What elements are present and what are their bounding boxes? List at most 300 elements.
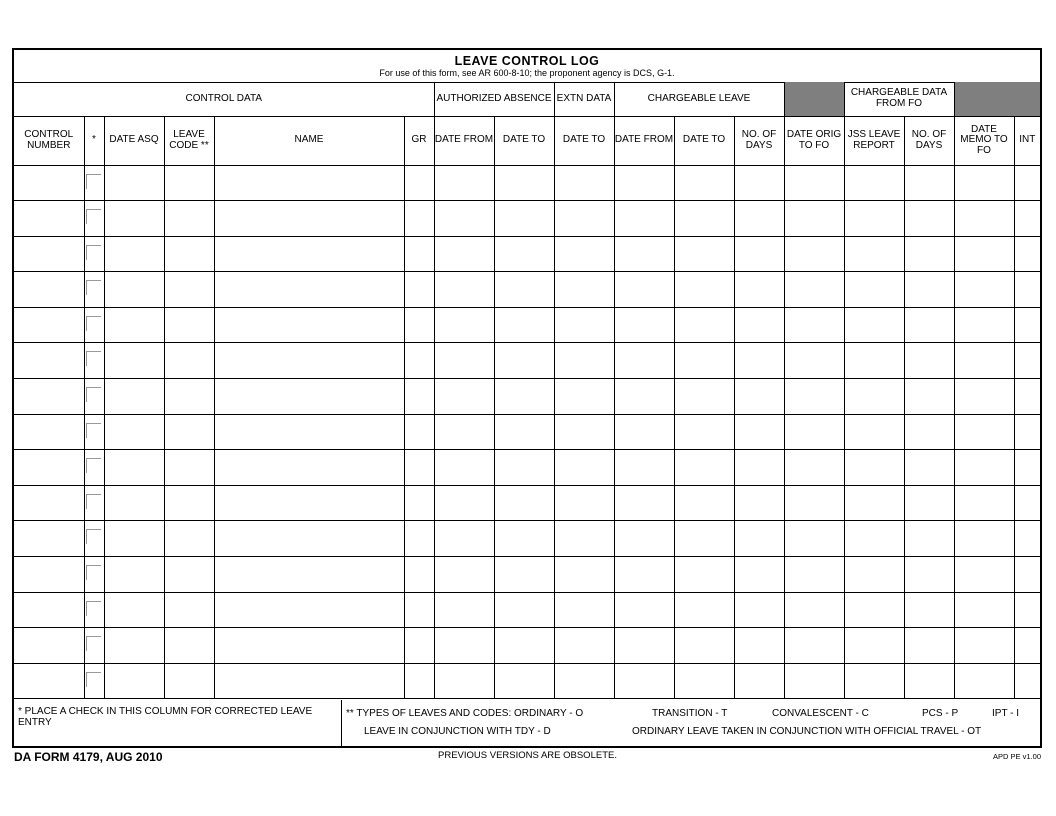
cell-charge-no-of-days[interactable] — [734, 521, 784, 557]
cell-charge-no-of-days[interactable] — [734, 379, 784, 415]
cell-auth-date-to[interactable] — [494, 628, 554, 664]
cell-auth-date-from[interactable] — [434, 663, 494, 699]
cell-date-orig-to-fo[interactable] — [784, 236, 844, 272]
cell-auth-date-from[interactable] — [434, 592, 494, 628]
cell-leave-code[interactable] — [164, 236, 214, 272]
log-entries — [14, 165, 1040, 699]
cell-control-number[interactable] — [14, 236, 84, 272]
cell-date-memo-to-fo[interactable] — [954, 165, 1014, 201]
cell-date-orig-to-fo[interactable] — [784, 343, 844, 379]
cell-charge-date-to[interactable] — [674, 450, 734, 486]
cell-gr[interactable] — [404, 343, 434, 379]
col-date-memo-to-fo: DATE MEMO TO FO — [954, 116, 1014, 165]
cell-charge-date-to[interactable] — [674, 307, 734, 343]
cell-date-memo-to-fo[interactable] — [954, 379, 1014, 415]
cell-auth-date-from[interactable] — [434, 272, 494, 308]
cell-leave-code[interactable] — [164, 450, 214, 486]
cell-jss-leave-report[interactable] — [844, 628, 904, 664]
cell-date-memo-to-fo[interactable] — [954, 521, 1014, 557]
cell-date-orig-to-fo[interactable] — [784, 521, 844, 557]
cell-gr[interactable] — [404, 557, 434, 593]
cell-extn-date-to[interactable] — [554, 414, 614, 450]
cell-charge-date-to[interactable] — [674, 521, 734, 557]
cell-fo-no-of-days[interactable] — [904, 414, 954, 450]
cell-name[interactable] — [214, 236, 404, 272]
correction-checkbox[interactable] — [86, 387, 101, 402]
cell-date-orig-to-fo[interactable] — [784, 272, 844, 308]
cell-fo-no-of-days[interactable] — [904, 557, 954, 593]
cell-date-memo-to-fo[interactable] — [954, 628, 1014, 664]
cell-auth-date-from[interactable] — [434, 557, 494, 593]
correction-checkbox[interactable] — [86, 529, 101, 544]
cell-check[interactable] — [84, 379, 104, 415]
cell-jss-leave-report[interactable] — [844, 521, 904, 557]
cell-charge-date-to[interactable] — [674, 414, 734, 450]
cell-charge-no-of-days[interactable] — [734, 557, 784, 593]
cell-date-asq[interactable] — [104, 592, 164, 628]
cell-auth-date-from[interactable] — [434, 236, 494, 272]
cell-charge-no-of-days[interactable] — [734, 307, 784, 343]
cell-auth-date-to[interactable] — [494, 343, 554, 379]
cell-name[interactable] — [214, 272, 404, 308]
cell-int[interactable] — [1014, 236, 1040, 272]
cell-charge-date-from[interactable] — [614, 628, 674, 664]
col-int: INT — [1014, 116, 1040, 165]
cell-date-asq[interactable] — [104, 414, 164, 450]
cell-check[interactable] — [84, 485, 104, 521]
cell-gr[interactable] — [404, 521, 434, 557]
cell-charge-date-from[interactable] — [614, 165, 674, 201]
cell-int[interactable] — [1014, 521, 1040, 557]
correction-checkbox[interactable] — [86, 423, 101, 438]
cell-gr[interactable] — [404, 485, 434, 521]
cell-name[interactable] — [214, 521, 404, 557]
cell-auth-date-from[interactable] — [434, 379, 494, 415]
cell-extn-date-to[interactable] — [554, 628, 614, 664]
cell-check[interactable] — [84, 272, 104, 308]
form-id: DA FORM 4179, AUG 2010 — [14, 750, 163, 764]
cell-control-number[interactable] — [14, 628, 84, 664]
cell-date-orig-to-fo[interactable] — [784, 379, 844, 415]
cell-auth-date-to[interactable] — [494, 272, 554, 308]
cell-jss-leave-report[interactable] — [844, 272, 904, 308]
cell-fo-no-of-days[interactable] — [904, 272, 954, 308]
cell-control-number[interactable] — [14, 450, 84, 486]
cell-date-memo-to-fo[interactable] — [954, 414, 1014, 450]
cell-date-orig-to-fo[interactable] — [784, 201, 844, 237]
cell-gr[interactable] — [404, 307, 434, 343]
cell-auth-date-to[interactable] — [494, 557, 554, 593]
cell-jss-leave-report[interactable] — [844, 343, 904, 379]
cell-fo-no-of-days[interactable] — [904, 592, 954, 628]
cell-int[interactable] — [1014, 557, 1040, 593]
cell-check[interactable] — [84, 236, 104, 272]
cell-auth-date-to[interactable] — [494, 521, 554, 557]
code-convalescent: CONVALESCENT - C — [772, 708, 869, 719]
cell-charge-no-of-days[interactable] — [734, 414, 784, 450]
cell-int[interactable] — [1014, 592, 1040, 628]
cell-charge-date-to[interactable] — [674, 201, 734, 237]
cell-gr[interactable] — [404, 201, 434, 237]
cell-auth-date-from[interactable] — [434, 521, 494, 557]
cell-int[interactable] — [1014, 485, 1040, 521]
cell-auth-date-to[interactable] — [494, 236, 554, 272]
cell-int[interactable] — [1014, 414, 1040, 450]
cell-extn-date-to[interactable] — [554, 592, 614, 628]
cell-jss-leave-report[interactable] — [844, 450, 904, 486]
cell-int[interactable] — [1014, 628, 1040, 664]
cell-charge-date-from[interactable] — [614, 236, 674, 272]
cell-date-orig-to-fo[interactable] — [784, 165, 844, 201]
cell-name[interactable] — [214, 379, 404, 415]
cell-auth-date-to[interactable] — [494, 485, 554, 521]
cell-name[interactable] — [214, 628, 404, 664]
col-name: NAME — [214, 116, 404, 165]
cell-gr[interactable] — [404, 628, 434, 664]
correction-checkbox[interactable] — [86, 280, 101, 295]
cell-charge-date-from[interactable] — [614, 592, 674, 628]
cell-charge-date-to[interactable] — [674, 379, 734, 415]
cell-charge-no-of-days[interactable] — [734, 592, 784, 628]
cell-int[interactable] — [1014, 450, 1040, 486]
correction-checkbox[interactable] — [86, 565, 101, 580]
cell-check[interactable] — [84, 450, 104, 486]
cell-name[interactable] — [214, 485, 404, 521]
cell-check[interactable] — [84, 165, 104, 201]
cell-date-memo-to-fo[interactable] — [954, 592, 1014, 628]
cell-fo-no-of-days[interactable] — [904, 307, 954, 343]
cell-charge-date-from[interactable] — [614, 343, 674, 379]
cell-jss-leave-report[interactable] — [844, 592, 904, 628]
cell-check[interactable] — [84, 557, 104, 593]
cell-name[interactable] — [214, 201, 404, 237]
form-header — [14, 50, 1040, 83]
cell-gr[interactable] — [404, 450, 434, 486]
group-authorized-absence: AUTHORIZED ABSENCE — [434, 82, 554, 116]
cell-date-orig-to-fo[interactable] — [784, 557, 844, 593]
cell-charge-no-of-days[interactable] — [734, 272, 784, 308]
cell-date-orig-to-fo[interactable] — [784, 414, 844, 450]
cell-control-number[interactable] — [14, 379, 84, 415]
cell-extn-date-to[interactable] — [554, 272, 614, 308]
cell-charge-date-to[interactable] — [674, 272, 734, 308]
cell-auth-date-from[interactable] — [434, 343, 494, 379]
cell-check[interactable] — [84, 201, 104, 237]
cell-name[interactable] — [214, 165, 404, 201]
cell-name[interactable] — [214, 557, 404, 593]
cell-charge-date-to[interactable] — [674, 628, 734, 664]
cell-check[interactable] — [84, 663, 104, 699]
cell-date-asq[interactable] — [104, 450, 164, 486]
cell-control-number[interactable] — [14, 343, 84, 379]
cell-check[interactable] — [84, 521, 104, 557]
table-row — [14, 663, 1040, 699]
cell-extn-date-to[interactable] — [554, 485, 614, 521]
cell-fo-no-of-days[interactable] — [904, 628, 954, 664]
cell-charge-date-to[interactable] — [674, 557, 734, 593]
cell-charge-date-to[interactable] — [674, 165, 734, 201]
cell-date-memo-to-fo[interactable] — [954, 557, 1014, 593]
cell-int[interactable] — [1014, 663, 1040, 699]
group-chargeable-leave: CHARGEABLE LEAVE — [614, 82, 784, 116]
cell-fo-no-of-days[interactable] — [904, 343, 954, 379]
cell-control-number[interactable] — [14, 414, 84, 450]
cell-check[interactable] — [84, 628, 104, 664]
cell-date-asq[interactable] — [104, 165, 164, 201]
cell-jss-leave-report[interactable] — [844, 485, 904, 521]
code-tdy: LEAVE IN CONJUNCTION WITH TDY - D — [364, 726, 551, 737]
cell-date-orig-to-fo[interactable] — [784, 307, 844, 343]
cell-leave-code[interactable] — [164, 414, 214, 450]
cell-auth-date-to[interactable] — [494, 201, 554, 237]
cell-leave-code[interactable] — [164, 165, 214, 201]
cell-date-memo-to-fo[interactable] — [954, 201, 1014, 237]
correction-checkbox[interactable] — [86, 601, 101, 616]
cell-date-asq[interactable] — [104, 307, 164, 343]
table-row — [14, 236, 1040, 272]
cell-leave-code[interactable] — [164, 521, 214, 557]
correction-checkbox[interactable] — [86, 636, 101, 651]
cell-date-orig-to-fo[interactable] — [784, 592, 844, 628]
cell-leave-code[interactable] — [164, 592, 214, 628]
cell-name[interactable] — [214, 307, 404, 343]
cell-extn-date-to[interactable] — [554, 450, 614, 486]
cell-gr[interactable] — [404, 165, 434, 201]
leave-types-label: ** TYPES OF LEAVES AND CODES: ORDINARY - O — [346, 708, 584, 719]
cell-auth-date-to[interactable] — [494, 450, 554, 486]
cell-leave-code[interactable] — [164, 343, 214, 379]
cell-check[interactable] — [84, 343, 104, 379]
cell-name[interactable] — [214, 343, 404, 379]
cell-auth-date-to[interactable] — [494, 307, 554, 343]
cell-leave-code[interactable] — [164, 307, 214, 343]
cell-control-number[interactable] — [14, 592, 84, 628]
cell-jss-leave-report[interactable] — [844, 557, 904, 593]
cell-fo-no-of-days[interactable] — [904, 485, 954, 521]
table-row — [14, 485, 1040, 521]
cell-charge-no-of-days[interactable] — [734, 201, 784, 237]
cell-date-asq[interactable] — [104, 628, 164, 664]
cell-check[interactable] — [84, 592, 104, 628]
cell-control-number[interactable] — [14, 307, 84, 343]
cell-date-orig-to-fo[interactable] — [784, 663, 844, 699]
group-control-data: CONTROL DATA — [14, 82, 434, 116]
cell-extn-date-to[interactable] — [554, 521, 614, 557]
cell-int[interactable] — [1014, 201, 1040, 237]
cell-extn-date-to[interactable] — [554, 165, 614, 201]
cell-auth-date-from[interactable] — [434, 414, 494, 450]
cell-leave-code[interactable] — [164, 663, 214, 699]
cell-extn-date-to[interactable] — [554, 307, 614, 343]
cell-leave-code[interactable] — [164, 201, 214, 237]
cell-charge-date-from[interactable] — [614, 521, 674, 557]
cell-int[interactable] — [1014, 379, 1040, 415]
cell-fo-no-of-days[interactable] — [904, 521, 954, 557]
cell-date-asq[interactable] — [104, 236, 164, 272]
cell-date-asq[interactable] — [104, 201, 164, 237]
cell-auth-date-from[interactable] — [434, 201, 494, 237]
cell-extn-date-to[interactable] — [554, 379, 614, 415]
cell-gr[interactable] — [404, 272, 434, 308]
cell-charge-date-from[interactable] — [614, 485, 674, 521]
cell-extn-date-to[interactable] — [554, 343, 614, 379]
cell-date-asq[interactable] — [104, 343, 164, 379]
cell-charge-date-to[interactable] — [674, 485, 734, 521]
cell-charge-no-of-days[interactable] — [734, 663, 784, 699]
cell-auth-date-from[interactable] — [434, 628, 494, 664]
col-leave-code: LEAVE CODE ** — [164, 116, 214, 165]
cell-name[interactable] — [214, 414, 404, 450]
cell-charge-date-from[interactable] — [614, 663, 674, 699]
cell-jss-leave-report[interactable] — [844, 414, 904, 450]
cell-charge-date-from[interactable] — [614, 272, 674, 308]
cell-fo-no-of-days[interactable] — [904, 663, 954, 699]
cell-gr[interactable] — [404, 379, 434, 415]
cell-gr[interactable] — [404, 592, 434, 628]
cell-auth-date-to[interactable] — [494, 592, 554, 628]
cell-jss-leave-report[interactable] — [844, 236, 904, 272]
cell-charge-date-from[interactable] — [614, 557, 674, 593]
cell-date-asq[interactable] — [104, 272, 164, 308]
cell-check[interactable] — [84, 307, 104, 343]
table-row — [14, 450, 1040, 486]
table-row — [14, 592, 1040, 628]
cell-date-orig-to-fo[interactable] — [784, 485, 844, 521]
cell-date-asq[interactable] — [104, 521, 164, 557]
cell-int[interactable] — [1014, 165, 1040, 201]
cell-gr[interactable] — [404, 663, 434, 699]
cell-charge-date-to[interactable] — [674, 236, 734, 272]
cell-gr[interactable] — [404, 236, 434, 272]
cell-leave-code[interactable] — [164, 557, 214, 593]
correction-checkbox[interactable] — [86, 672, 101, 687]
cell-charge-date-from[interactable] — [614, 379, 674, 415]
cell-name[interactable] — [214, 450, 404, 486]
correction-checkbox[interactable] — [86, 458, 101, 473]
code-ipt: IPT - I — [992, 708, 1020, 719]
cell-auth-date-from[interactable] — [434, 450, 494, 486]
cell-extn-date-to[interactable] — [554, 663, 614, 699]
cell-charge-no-of-days[interactable] — [734, 236, 784, 272]
group-extn-data: EXTN DATA — [554, 82, 614, 116]
correction-checkbox[interactable] — [86, 316, 101, 331]
cell-charge-no-of-days[interactable] — [734, 450, 784, 486]
cell-date-orig-to-fo[interactable] — [784, 628, 844, 664]
cell-date-memo-to-fo[interactable] — [954, 307, 1014, 343]
table-row — [14, 272, 1040, 308]
cell-date-memo-to-fo[interactable] — [954, 236, 1014, 272]
cell-fo-no-of-days[interactable] — [904, 450, 954, 486]
cell-jss-leave-report[interactable] — [844, 201, 904, 237]
col-auth-date-to: DATE TO — [494, 116, 554, 165]
table-row — [14, 557, 1040, 593]
cell-int[interactable] — [1014, 272, 1040, 308]
cell-charge-date-from[interactable] — [614, 450, 674, 486]
cell-auth-date-from[interactable] — [434, 165, 494, 201]
cell-int[interactable] — [1014, 307, 1040, 343]
cell-name[interactable] — [214, 663, 404, 699]
obsolete-note: PREVIOUS VERSIONS ARE OBSOLETE. — [438, 750, 617, 761]
cell-extn-date-to[interactable] — [554, 557, 614, 593]
cell-fo-no-of-days[interactable] — [904, 165, 954, 201]
cell-control-number[interactable] — [14, 521, 84, 557]
cell-auth-date-from[interactable] — [434, 485, 494, 521]
cell-leave-code[interactable] — [164, 485, 214, 521]
cell-date-memo-to-fo[interactable] — [954, 450, 1014, 486]
cell-charge-date-from[interactable] — [614, 201, 674, 237]
apd-version: APD PE v1.00 — [993, 752, 1041, 761]
cell-fo-no-of-days[interactable] — [904, 201, 954, 237]
cell-gr[interactable] — [404, 414, 434, 450]
cell-name[interactable] — [214, 592, 404, 628]
cell-leave-code[interactable] — [164, 628, 214, 664]
cell-auth-date-from[interactable] — [434, 307, 494, 343]
cell-control-number[interactable] — [14, 485, 84, 521]
cell-date-memo-to-fo[interactable] — [954, 343, 1014, 379]
cell-date-asq[interactable] — [104, 663, 164, 699]
cell-charge-no-of-days[interactable] — [734, 343, 784, 379]
cell-charge-date-to[interactable] — [674, 592, 734, 628]
cell-date-memo-to-fo[interactable] — [954, 663, 1014, 699]
correction-checkbox[interactable] — [86, 245, 101, 260]
cell-charge-date-from[interactable] — [614, 414, 674, 450]
check-column-note: * PLACE A CHECK IN THIS COLUMN FOR CORRECTED LEAVE ENTRY — [14, 700, 342, 746]
cell-auth-date-to[interactable] — [494, 414, 554, 450]
cell-jss-leave-report[interactable] — [844, 165, 904, 201]
correction-checkbox[interactable] — [86, 494, 101, 509]
cell-extn-date-to[interactable] — [554, 201, 614, 237]
cell-leave-code[interactable] — [164, 272, 214, 308]
cell-date-asq[interactable] — [104, 485, 164, 521]
cell-leave-code[interactable] — [164, 379, 214, 415]
cell-auth-date-to[interactable] — [494, 165, 554, 201]
cell-jss-leave-report[interactable] — [844, 307, 904, 343]
cell-charge-date-from[interactable] — [614, 307, 674, 343]
cell-jss-leave-report[interactable] — [844, 663, 904, 699]
cell-date-asq[interactable] — [104, 379, 164, 415]
cell-charge-no-of-days[interactable] — [734, 165, 784, 201]
cell-fo-no-of-days[interactable] — [904, 236, 954, 272]
cell-auth-date-to[interactable] — [494, 379, 554, 415]
cell-charge-date-to[interactable] — [674, 663, 734, 699]
cell-date-memo-to-fo[interactable] — [954, 272, 1014, 308]
cell-control-number[interactable] — [14, 272, 84, 308]
cell-control-number[interactable] — [14, 165, 84, 201]
cell-charge-no-of-days[interactable] — [734, 628, 784, 664]
correction-checkbox[interactable] — [86, 174, 101, 189]
cell-control-number[interactable] — [14, 201, 84, 237]
cell-control-number[interactable] — [14, 557, 84, 593]
cell-date-orig-to-fo[interactable] — [784, 450, 844, 486]
col-auth-date-from: DATE FROM — [434, 116, 494, 165]
leave-control-log-form — [12, 48, 1042, 748]
cell-auth-date-to[interactable] — [494, 663, 554, 699]
cell-extn-date-to[interactable] — [554, 236, 614, 272]
cell-date-asq[interactable] — [104, 557, 164, 593]
form-title: LEAVE CONTROL LOG — [454, 54, 600, 68]
correction-checkbox[interactable] — [86, 351, 101, 366]
cell-jss-leave-report[interactable] — [844, 379, 904, 415]
col-charge-date-to: DATE TO — [674, 116, 734, 165]
cell-int[interactable] — [1014, 343, 1040, 379]
cell-charge-no-of-days[interactable] — [734, 485, 784, 521]
cell-fo-no-of-days[interactable] — [904, 379, 954, 415]
cell-charge-date-to[interactable] — [674, 343, 734, 379]
correction-checkbox[interactable] — [86, 209, 101, 224]
cell-date-memo-to-fo[interactable] — [954, 485, 1014, 521]
cell-control-number[interactable] — [14, 663, 84, 699]
cell-check[interactable] — [84, 414, 104, 450]
